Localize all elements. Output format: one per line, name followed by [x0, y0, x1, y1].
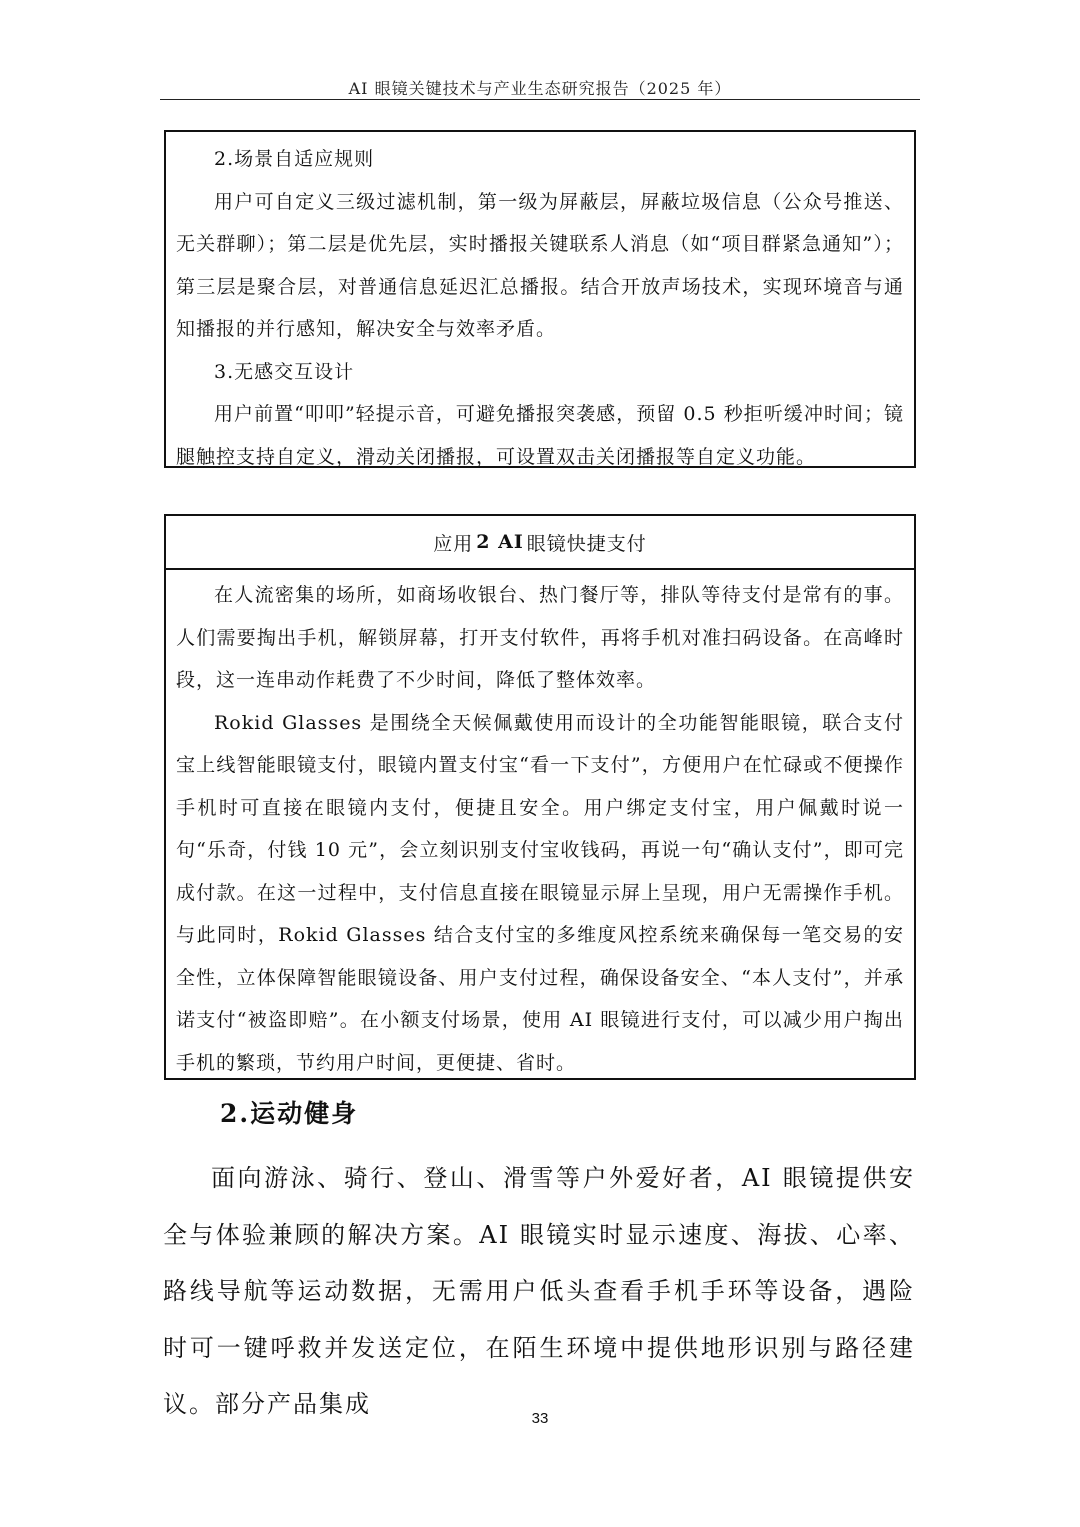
box2-paragraph-rokid: Rokid Glasses 是围绕全天候佩戴使用而设计的全功能智能眼镜，联合支付宝上线智能眼镜支付，眼镜内置支付宝“看一下支付”，方便用户在忙碌或不便操作手机时可直接在眼镜内支付，便捷且安全。用户绑定支付宝，用户佩戴时说一句“乐奇，付钱 10 元”，会立刻识别支付宝收钱码，再说一句“确认支付”，即可完成付款。在这一过程中，支付信息直接在眼镜显示屏上呈现，用户无需操作手机。与此同时，Rokid Glasses 结合支付宝的多维度风控系统来确保每一笔交易的安全性，立体保障智能眼镜设备、用户支付过程，确保设备安全、“本人支付”，并承诺支付“被盗即赔”。在小额支付场景，使用 AI 眼镜进行支付，可以减少用户掏出手机的繁琐，节约用户时间，更便捷、省时。	[176, 711, 904, 1074]
case-box-notification-rules	[164, 130, 916, 468]
box2-title-suffix: 眼镜快捷支付	[526, 532, 647, 555]
box2-title-bold: 2 AI	[476, 531, 524, 553]
section-heading: 2.运动健身	[220, 1099, 359, 1128]
box1-paragraph-interaction: 用户前置“叩叩”轻提示音，可避免播报突袭感，预留 0.5 秒拒听缓冲时间；镜腿触控支持自定义，滑动关闭播报，可设置双击关闭播报等自定义功能。	[176, 403, 904, 468]
header-divider	[160, 99, 920, 100]
running-header: AI 眼镜关键技术与产业生态研究报告（2025 年）	[348, 79, 732, 98]
box2-title-prefix: 应用	[433, 532, 474, 555]
box2-paragraph-context: 在人流密集的场所，如商场收银台、热门餐厅等，排队等待支付是常有的事。人们需要掏出手机，解锁屏幕，打开支付软件，再将手机对准扫码设备。在高峰时段，这一连串动作耗费了不少时间，降低了整体效率。	[176, 584, 904, 691]
box2-body	[166, 570, 914, 1084]
main-body-text	[163, 1150, 915, 1433]
box1-paragraph-filter: 用户可自定义三级过滤机制，第一级为屏蔽层，屏蔽垃圾信息（公众号推送、无关群聊）；第二层是优先层，实时播报关键联系人消息（如“项目群紧急通知”）；第三层是聚合层，对普通信息延迟汇总播报。结合开放声场技术，实现环境音与通知播报的并行感知，解决安全与效率矛盾。	[176, 190, 904, 340]
box1-heading-seamless-interaction: 3.无感交互设计	[214, 360, 355, 383]
page-number: 33	[531, 1410, 549, 1427]
box1-heading-scene-rules: 2.场景自适应规则	[214, 148, 375, 170]
box2-title	[166, 516, 914, 570]
body-paragraph-sports: 面向游泳、骑行、登山、滑雪等户外爱好者，AI 眼镜提供安全与体验兼顾的解决方案。AI 眼镜实时显示速度、海拔、心率、路线导航等运动数据，无需用户低头查看手机手环等设备，遇险时可一键呼救并发送定位，在陌生环境中提供地形识别与路径建议。部分产品集成	[163, 1164, 915, 1418]
case-box-payment	[164, 514, 916, 1080]
